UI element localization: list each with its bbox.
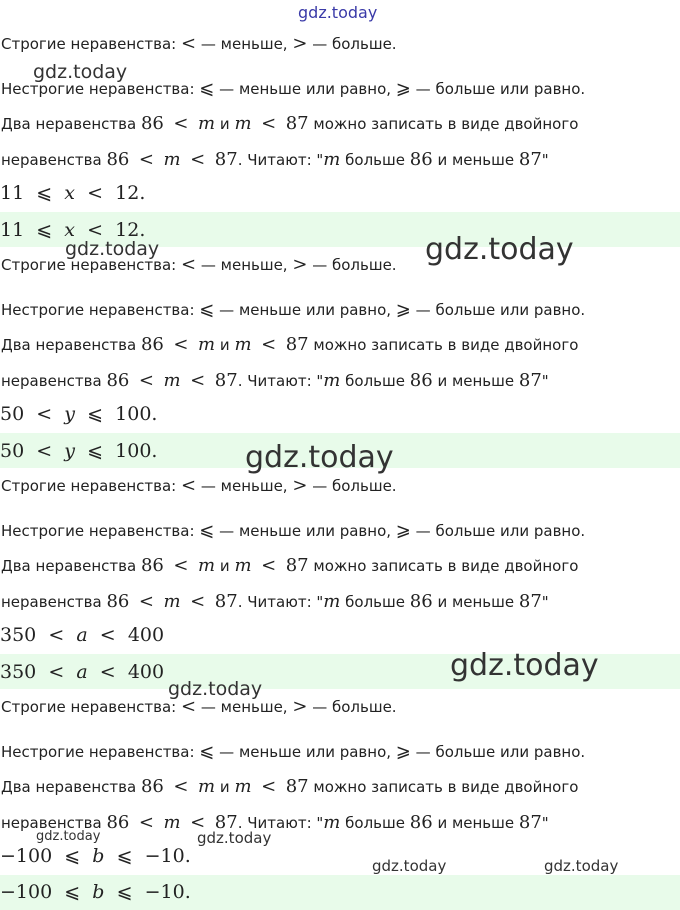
nonstrict-definition: Нестрогие неравенства: ⩽ — меньше или равно, ⩾ — больше или равно. [1,520,586,541]
problem-statement: −100 ⩽ b ⩽ −10. [0,845,191,867]
double-inequality-reading: неравенства 86 < m < 87. Читают: "m больше 86 и меньше 87" [1,812,549,833]
watermark: gdz.today [544,857,619,875]
double-inequality-reading: неравенства 86 < m < 87. Читают: "m больше 86 и меньше 87" [1,370,549,391]
nonstrict-definition: Нестрогие неравенства: ⩽ — меньше или равно, ⩾ — больше или равно. [1,741,586,762]
watermark: gdz.today [372,857,447,875]
strict-definition: Строгие неравенства: < — меньше, > — больше. [1,696,397,717]
double-inequality-reading: неравенства 86 < m < 87. Читают: "m больше 86 и меньше 87" [1,149,549,170]
double-inequality-reading: неравенства 86 < m < 87. Читают: "m больше 86 и меньше 87" [1,591,549,612]
strict-definition: Строгие неравенства: < — меньше, > — больше. [1,33,397,54]
watermark: gdz.today [245,440,394,475]
watermark: gdz.today [197,829,272,847]
nonstrict-definition: Нестрогие неравенства: ⩽ — меньше или равно, ⩾ — больше или равно. [1,78,586,99]
strict-definition: Строгие неравенства: < — меньше, > — больше. [1,254,397,275]
problem-statement: 11 ⩽ x < 12. [0,182,146,204]
answer: 11 ⩽ x < 12. [0,219,146,241]
double-inequality-explanation: Два неравенства 86 < m и m < 87 можно записать в виде двойного [1,555,579,576]
strict-definition: Строгие неравенства: < — меньше, > — больше. [1,475,397,496]
double-inequality-explanation: Два неравенства 86 < m и m < 87 можно записать в виде двойного [1,113,579,134]
double-inequality-explanation: Два неравенства 86 < m и m < 87 можно записать в виде двойного [1,334,579,355]
problem-statement: 50 < y ⩽ 100. [0,403,158,425]
watermark: gdz.today [36,829,101,844]
answer: −100 ⩽ b ⩽ −10. [0,881,191,903]
answer: 350 < a < 400 [0,661,165,683]
problem-statement: 350 < a < 400 [0,624,165,646]
watermark: gdz.today [450,648,599,683]
nonstrict-definition: Нестрогие неравенства: ⩽ — меньше или равно, ⩾ — больше или равно. [1,299,586,320]
watermark: gdz.today [33,61,128,83]
watermark: gdz.today [298,3,378,22]
watermark: gdz.today [168,678,263,700]
watermark: gdz.today [65,238,160,260]
answer: 50 < y ⩽ 100. [0,440,158,462]
watermark: gdz.today [425,232,574,267]
double-inequality-explanation: Два неравенства 86 < m и m < 87 можно записать в виде двойного [1,776,579,797]
